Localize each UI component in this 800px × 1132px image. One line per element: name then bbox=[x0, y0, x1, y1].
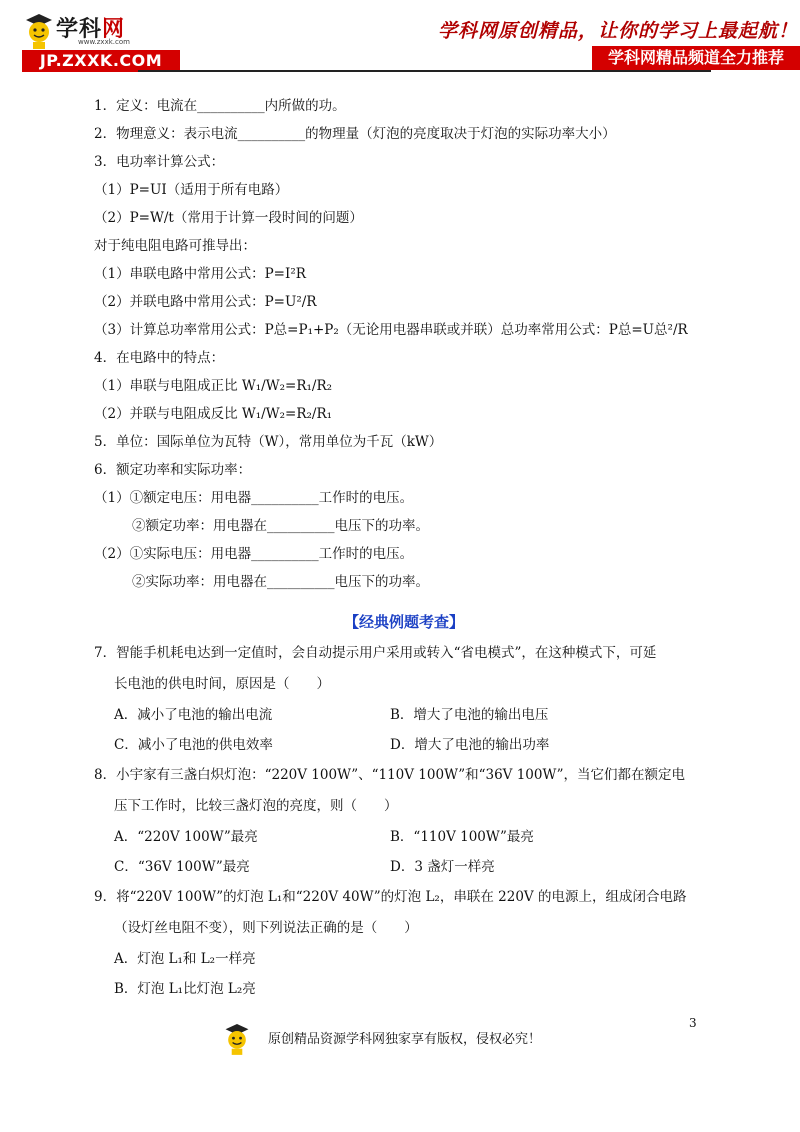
point-unit: 5．单位：国际单位为瓦特（W），常用单位为千瓦（kW） bbox=[94, 434, 443, 450]
option-b[interactable]: B．“110V 100W”最亮 bbox=[390, 829, 534, 845]
question-stem: 9．将“220V 100W”的灯泡 L₁和“220V 40W”的灯泡 L₂，串联在 220V 的电源上，组成闭合电路 bbox=[94, 889, 687, 905]
section-title: 【经典例题考查】 bbox=[343, 613, 464, 631]
option-a[interactable]: A．“220V 100W”最亮 bbox=[114, 829, 258, 845]
question-7 bbox=[94, 638, 714, 760]
feature-series: （1）串联与电阻成正比 W₁/W₂=R₁/R₂ bbox=[94, 378, 333, 394]
option-d[interactable]: D．增大了电池的输出功率 bbox=[390, 737, 550, 753]
page-footer bbox=[256, 1022, 541, 1058]
option-c[interactable]: C．减小了电池的供电效率 bbox=[114, 737, 273, 753]
option-a[interactable]: A．减小了电池的输出电流 bbox=[114, 707, 273, 723]
question-stem-cont: 压下工作时，比较三盏灯泡的亮度，则（ ） bbox=[114, 798, 398, 814]
pure-resistance-note: 对于纯电阻电路可推导出： bbox=[94, 238, 256, 254]
option-b[interactable]: B．增大了电池的输出电压 bbox=[390, 707, 549, 723]
page-number: 3 bbox=[689, 1016, 697, 1030]
question-stem: 7．智能手机耗电达到一定值时，会自动提示用户采用或转入“省电模式”，在这种模式下，可延 bbox=[94, 645, 657, 661]
logo-url: www.zxxk.com bbox=[78, 38, 130, 46]
actual-power: ②实际功率：用电器在__________电压下的功率。 bbox=[132, 574, 429, 590]
mascot-icon bbox=[22, 12, 56, 50]
page-header bbox=[0, 0, 800, 80]
point-definition: 1．定义：电流在__________内所做的功。 bbox=[94, 98, 346, 114]
question-9 bbox=[94, 882, 714, 1004]
question-stem: 8．小宇家有三盏白炽灯泡：“220V 100W”、“110V 100W”和“36V 100W”，当它们都在额定电 bbox=[94, 767, 686, 783]
option-a[interactable]: A．灯泡 L₁和 L₂一样亮 bbox=[114, 951, 256, 967]
formula-parallel: （2）并联电路中常用公式：P=U²/R bbox=[94, 294, 317, 310]
mascot-icon bbox=[222, 1022, 252, 1056]
point-rated-actual: 6．额定功率和实际功率： bbox=[94, 462, 252, 478]
option-b[interactable]: B．灯泡 L₁比灯泡 L₂亮 bbox=[114, 981, 256, 997]
logo-title: 学科网 bbox=[56, 17, 126, 42]
option-d[interactable]: D．3 盏灯一样亮 bbox=[390, 859, 495, 875]
point-meaning: 2．物理意义：表示电流__________的物理量（灯泡的亮度取决于灯泡的实际功率大小） bbox=[94, 126, 616, 142]
zxxk-logo[interactable] bbox=[22, 12, 182, 70]
footer-copyright: 原创精品资源学科网独家享有版权，侵权必究！ bbox=[268, 1032, 542, 1047]
formula-p-ui: （1）P=UI（适用于所有电路） bbox=[94, 182, 289, 198]
option-c[interactable]: C．“36V 100W”最亮 bbox=[114, 859, 250, 875]
point-circuit-features: 4．在电路中的特点： bbox=[94, 350, 225, 366]
question-stem-cont: （设灯丝电阻不变），则下列说法正确的是（ ） bbox=[114, 920, 418, 936]
question-8 bbox=[94, 760, 714, 882]
header-slogan-banner: 学科网精品频道全力推荐 bbox=[592, 46, 800, 70]
actual-voltage: （2）①实际电压：用电器__________工作时的电压。 bbox=[94, 546, 414, 562]
rated-voltage: （1）①额定电压：用电器__________工作时的电压。 bbox=[94, 490, 414, 506]
point-formula-heading: 3．电功率计算公式： bbox=[94, 154, 225, 170]
question-stem-cont: 长电池的供电时间，原因是（ ） bbox=[114, 676, 330, 692]
header-slogan: 学科网原创精品，让你的学习上最起航！ bbox=[437, 20, 798, 42]
rated-power: ②额定功率：用电器在__________电压下的功率。 bbox=[132, 518, 429, 534]
formula-series: （1）串联电路中常用公式：P=I²R bbox=[94, 266, 306, 282]
header-divider bbox=[138, 70, 711, 72]
logo-banner: JP.ZXXK.COM bbox=[22, 50, 180, 72]
formula-p-wt: （2）P=W/t（常用于计算一段时间的问题） bbox=[94, 210, 363, 226]
formula-total-power: （3）计算总功率常用公式：P总=P₁+P₂（无论用电器串联或并联）总功率常用公式：P总=U总²/R bbox=[94, 322, 688, 338]
feature-parallel: （2）并联与电阻成反比 W₁/W₂=R₂/R₁ bbox=[94, 406, 333, 422]
document-body bbox=[94, 92, 714, 1004]
